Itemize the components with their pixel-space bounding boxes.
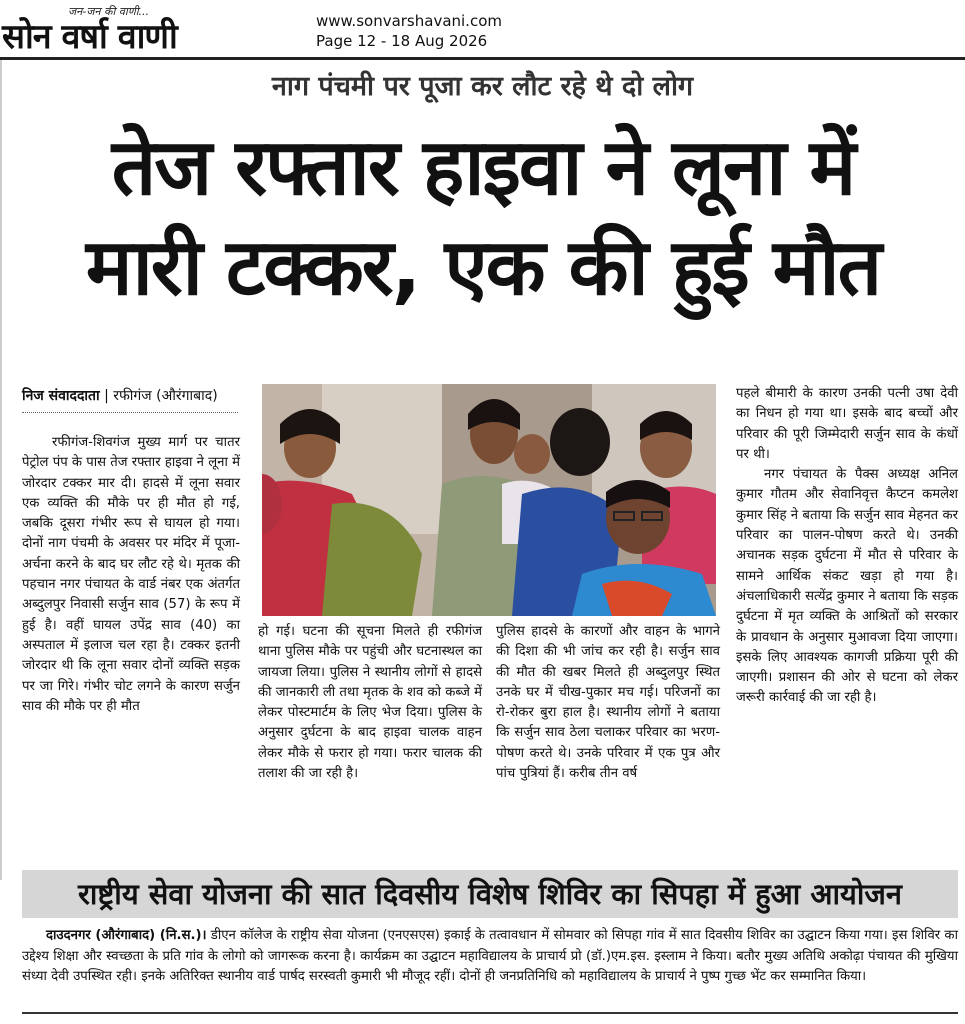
newspaper-logo <box>0 2 300 57</box>
story2-text: डीएन कॉलेज के राष्ट्रीय सेवा योजना (एनएसएस) इकाई के तत्वावधान में सोमवार को सिपहा गांव में सात दिवसीय शिविर का उद्घाटन किया गया। इस शिविर का उद्देश्य शिक्षा और स्वच्छता के प्रति गांव के लोगो को जागरूक करना है। कार्यक्रम का उद्घाटन महाविद्यालय के प्राचार्य प्रो (डॉ.)एम.इस. इस्लाम ने किया। बतौर मुख्य अतिथि अकोढ़ा पंचायत की मुखिया संध्या देवी उपस्थित रही। इनके अतिरिक्त स्थानीय वार्ड पार्षद सरस्वती कुमारी भी मौजूद रहीं। दोनों ही जनप्रतिनिधि को महाविद्यालय के प्राचार्य ने पुष्प गुच्छ भेंट कर सम्मानित किया। <box>22 928 958 984</box>
byline <box>22 386 242 405</box>
logo-text: सोन वर्षा वाणी <box>2 17 177 57</box>
website-url: www.sonvarshavani.com <box>316 12 502 30</box>
headline-line-2: मारी टक्कर, एक की हुई मौत <box>85 223 881 313</box>
masthead <box>0 0 965 56</box>
page-edge <box>0 60 2 880</box>
story1-column-4 <box>736 384 958 709</box>
story1-column-2: हो गई। घटना की सूचना मिलते ही रफीगंज थाना पुलिस मौके पर पहुंची और घटनास्थल का जायजा लिया। पुलिस ने स्थानीय लोगों से हादसे की जानकारी ली तथा मृतक के शव को कब्जे में लेकर पोस्टमार्टम के लिए भेज दिया। पुलिस के अनुसार दुर्घटना के बाद हाइवा चालक वाहन लेकर मौके से फरार हो गया। फरार चालक की तलाश की जा रही है। <box>258 624 482 782</box>
byline-separator: | <box>104 388 114 404</box>
mourning-women-photo <box>262 384 716 616</box>
logo-tagline: जन-जन की वाणी... <box>68 5 150 18</box>
byline-reporter: निज संवाददाता <box>22 388 100 404</box>
story2-dateline: दाउदनगर (औरंगाबाद) (नि.स.)। <box>46 928 207 943</box>
story1-headline <box>18 118 948 318</box>
byline-place: रफीगंज (औरंगाबाद) <box>113 388 218 404</box>
story2-headline: राष्ट्रीय सेवा योजना की सात दिवसीय विशेष शिविर का सिपहा में हुआ आयोजन <box>78 877 902 911</box>
story1-kicker: नाग पंचमी पर पूजा कर लौट रहे थे दो लोग <box>271 71 694 102</box>
footer-rule <box>22 1012 958 1014</box>
column-4-paragraph-1: पहले बीमारी के कारण उनकी पत्नी उषा देवी का निधन हो गया था। इसके बाद बच्चों और परिवार की पूरी जिम्मेदारी सर्जुन साव के कंधों पर थी। <box>736 386 958 462</box>
story1-column-1: रफीगंज-शिवगंज मुख्य मार्ग पर चातर पेट्रोल पंप के पास तेज रफ्तार हाइवा ने लूना में जोरदार टक्कर मार दी। हादसे में लूना सवार एक व्यक्ति की मौके पर ही मौत हो गई, जबकि दूसरा गंभीर रूप से घायल हो गया। दोनों नाग पंचमी के अवसर पर मंदिर में पूजा-अर्चना करने के बाद घर लौट रहे थे। मृतक की पहचान नगर पंचायत के वार्ड नंबर एक अंतर्गत अब्दुलपुर निवासी सर्जुन साव (57) के रूप में हुई है। वहीं घायल उपेंद्र साव (40) का अस्पताल में इलाज चल रहा है। टक्कर इतनी जोरदार थी कि लूना सवार दोनों व्यक्ति सड़क पर जा गिरे। गंभीर चोट लगने के कारण सर्जुन साव की मौके पर ही मौत <box>22 435 240 714</box>
news-photo <box>262 384 716 616</box>
byline-rule <box>22 412 238 413</box>
story1-column-3: पुलिस हादसे के कारणों और वाहन के भागने की दिशा की भी जांच कर रही है। सर्जुन साव की मौत की खबर मिलते ही अब्दुलपुर स्थित उनके घर में चीख-पुकार मच गई। परिजनों का रो-रोकर बुरा हाल है। स्थानीय लोगों ने बताया कि सर्जुन साव ठेला चलाकर परिवार का भरण-पोषण करते थे। उनके परिवार में एक पुत्र और पांच पुत्रियां हैं। करीब तीन वर्ष <box>496 624 720 782</box>
story2-body <box>22 926 958 988</box>
page-info: Page 12 - 18 Aug 2026 <box>316 32 488 50</box>
headline-line-1: तेज रफ्तार हाइवा ने लूना में <box>111 123 855 213</box>
column-4-paragraph-2: नगर पंचायत के पैक्स अध्यक्ष अनिल कुमार गौतम और सेवानिवृत्त कैप्टन कमलेश कुमार सिंह ने बताया कि सर्जुन साव मेहनत कर परिवार का पालन-पोषण करते थे। उनकी अचानक सड़क दुर्घटना में मौत से परिवार के सामने आर्थिक संकट खड़ा हो गया है। अंचलाधिकारी सत्येंद्र कुमार ने बताया कि सड़क दुर्घटना में मृत व्यक्ति के आश्रितों को सरकार के प्रावधान के अनुसार मुआवजा दिया जाएगा। इसके लिए आवश्यक कागजी प्रक्रिया पूरी की जाएगी। प्रशासन की ओर से घटना को लेकर जरूरी कार्रवाई की जा रही है। <box>736 467 958 706</box>
masthead-rule <box>0 57 965 60</box>
